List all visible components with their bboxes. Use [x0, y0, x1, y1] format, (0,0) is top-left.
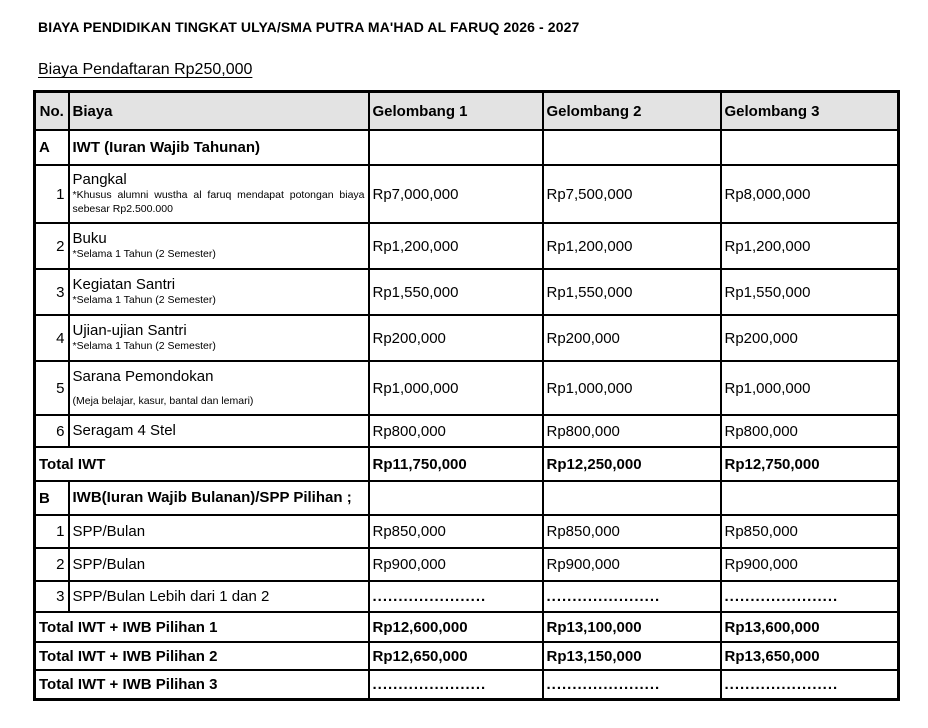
biaya-cell	[69, 481, 369, 515]
value-gelombang-2	[543, 481, 721, 515]
value-gelombang-1: ......................	[369, 581, 543, 612]
value-gelombang-3	[721, 481, 899, 515]
value-gelombang-1: Rp12,650,000	[369, 642, 543, 670]
table-row	[35, 361, 899, 415]
value-gelombang-3	[721, 130, 899, 165]
column-header-biaya: Biaya	[69, 92, 369, 131]
row-number: 6	[35, 415, 69, 447]
total-label: Total IWT + IWB Pilihan 1	[35, 612, 369, 642]
value-gelombang-3: Rp850,000	[721, 515, 899, 548]
table-row	[35, 165, 899, 223]
value-gelombang-1: Rp800,000	[369, 415, 543, 447]
row-number: 4	[35, 315, 69, 361]
table-row	[35, 447, 899, 481]
row-number: A	[35, 130, 69, 165]
fees-table-header	[35, 92, 899, 131]
table-row	[35, 269, 899, 315]
column-header-gelombang-3: Gelombang 3	[721, 92, 899, 131]
value-gelombang-2: Rp13,150,000	[543, 642, 721, 670]
row-number: 3	[35, 581, 69, 612]
biaya-label: Ujian-ujian Santri	[72, 322, 187, 340]
value-gelombang-2: Rp900,000	[543, 548, 721, 581]
value-gelombang-1: Rp900,000	[369, 548, 543, 581]
biaya-cell	[69, 165, 369, 223]
biaya-label: IWB(Iuran Wajib Bulanan)/SPP Pilihan ;	[72, 489, 352, 506]
value-gelombang-3: Rp900,000	[721, 548, 899, 581]
value-gelombang-2: Rp7,500,000	[543, 165, 721, 223]
value-gelombang-3: Rp13,600,000	[721, 612, 899, 642]
table-row	[35, 581, 899, 612]
column-header-gelombang-1: Gelombang 1	[369, 92, 543, 131]
table-row	[35, 548, 899, 581]
table-row	[35, 481, 899, 515]
row-number: 2	[35, 548, 69, 581]
registration-fee-note: Biaya Pendaftaran Rp250,000	[38, 61, 253, 78]
total-label: Total IWT + IWB Pilihan 3	[35, 670, 369, 700]
value-gelombang-3: Rp1,200,000	[721, 223, 899, 269]
value-gelombang-3: Rp1,000,000	[721, 361, 899, 415]
biaya-cell	[69, 415, 369, 447]
biaya-label: SPP/Bulan Lebih dari 1 dan 2	[72, 587, 270, 605]
biaya-cell	[69, 361, 369, 415]
table-row	[35, 670, 899, 700]
biaya-cell	[69, 130, 369, 165]
value-gelombang-3: ......................	[721, 581, 899, 612]
value-gelombang-1: Rp1,000,000	[369, 361, 543, 415]
row-number: 3	[35, 269, 69, 315]
page-title: BIAYA PENDIDIKAN TINGKAT ULYA/SMA PUTRA MA'HAD AL FARUQ 2026 - 2027	[38, 19, 580, 35]
biaya-label: Sarana Pemondokan	[72, 367, 214, 385]
column-header-gelombang-2: Gelombang 2	[543, 92, 721, 131]
biaya-label: Pangkal	[72, 171, 127, 189]
value-gelombang-1: Rp1,200,000	[369, 223, 543, 269]
value-gelombang-1: Rp7,000,000	[369, 165, 543, 223]
biaya-cell	[69, 269, 369, 315]
biaya-note: *Selama 1 Tahun (2 Semester)	[72, 340, 216, 353]
fees-table-body	[35, 130, 899, 700]
biaya-note: (Meja belajar, kasur, bantal dan lemari)	[72, 394, 254, 407]
column-header-no: No.	[35, 92, 69, 131]
biaya-cell	[69, 548, 369, 581]
biaya-note: *Khusus alumni wustha al faruq mendapat potongan biaya sebesar Rp2.500.000	[72, 189, 365, 215]
biaya-label: Kegiatan Santri	[72, 276, 176, 294]
value-gelombang-1: Rp12,600,000	[369, 612, 543, 642]
row-number: 1	[35, 515, 69, 548]
value-gelombang-2: Rp12,250,000	[543, 447, 721, 481]
value-gelombang-3: Rp200,000	[721, 315, 899, 361]
row-number: 1	[35, 165, 69, 223]
total-label: Total IWT	[35, 447, 369, 481]
row-number: B	[35, 481, 69, 515]
fees-table	[33, 90, 900, 701]
biaya-cell	[69, 515, 369, 548]
value-gelombang-2: Rp1,200,000	[543, 223, 721, 269]
value-gelombang-1: Rp200,000	[369, 315, 543, 361]
table-row	[35, 130, 899, 165]
biaya-label: SPP/Bulan	[72, 555, 146, 573]
table-row	[35, 612, 899, 642]
value-gelombang-1: ......................	[369, 670, 543, 700]
value-gelombang-1	[369, 481, 543, 515]
value-gelombang-2: Rp800,000	[543, 415, 721, 447]
biaya-note: *Selama 1 Tahun (2 Semester)	[72, 248, 216, 261]
value-gelombang-2	[543, 130, 721, 165]
value-gelombang-3: Rp12,750,000	[721, 447, 899, 481]
row-number: 2	[35, 223, 69, 269]
table-row	[35, 415, 899, 447]
value-gelombang-3: Rp1,550,000	[721, 269, 899, 315]
value-gelombang-2: ......................	[543, 670, 721, 700]
value-gelombang-2: ......................	[543, 581, 721, 612]
biaya-cell	[69, 315, 369, 361]
biaya-note: *Selama 1 Tahun (2 Semester)	[72, 294, 216, 307]
table-row	[35, 642, 899, 670]
value-gelombang-2: Rp200,000	[543, 315, 721, 361]
row-number: 5	[35, 361, 69, 415]
value-gelombang-1	[369, 130, 543, 165]
biaya-cell	[69, 581, 369, 612]
biaya-label: Seragam 4 Stel	[72, 422, 176, 439]
value-gelombang-1: Rp850,000	[369, 515, 543, 548]
value-gelombang-3: Rp800,000	[721, 415, 899, 447]
total-label: Total IWT + IWB Pilihan 2	[35, 642, 369, 670]
table-row	[35, 223, 899, 269]
header-row	[35, 92, 899, 131]
value-gelombang-2: Rp1,000,000	[543, 361, 721, 415]
table-row	[35, 315, 899, 361]
biaya-label: Buku	[72, 230, 107, 248]
table-row	[35, 515, 899, 548]
value-gelombang-3: Rp8,000,000	[721, 165, 899, 223]
value-gelombang-2: Rp13,100,000	[543, 612, 721, 642]
value-gelombang-2: Rp850,000	[543, 515, 721, 548]
biaya-label: SPP/Bulan	[72, 522, 146, 540]
biaya-cell	[69, 223, 369, 269]
value-gelombang-2: Rp1,550,000	[543, 269, 721, 315]
value-gelombang-1: Rp11,750,000	[369, 447, 543, 481]
value-gelombang-3: Rp13,650,000	[721, 642, 899, 670]
value-gelombang-3: ......................	[721, 670, 899, 700]
value-gelombang-1: Rp1,550,000	[369, 269, 543, 315]
biaya-label: IWT (Iuran Wajib Tahunan)	[72, 138, 260, 156]
